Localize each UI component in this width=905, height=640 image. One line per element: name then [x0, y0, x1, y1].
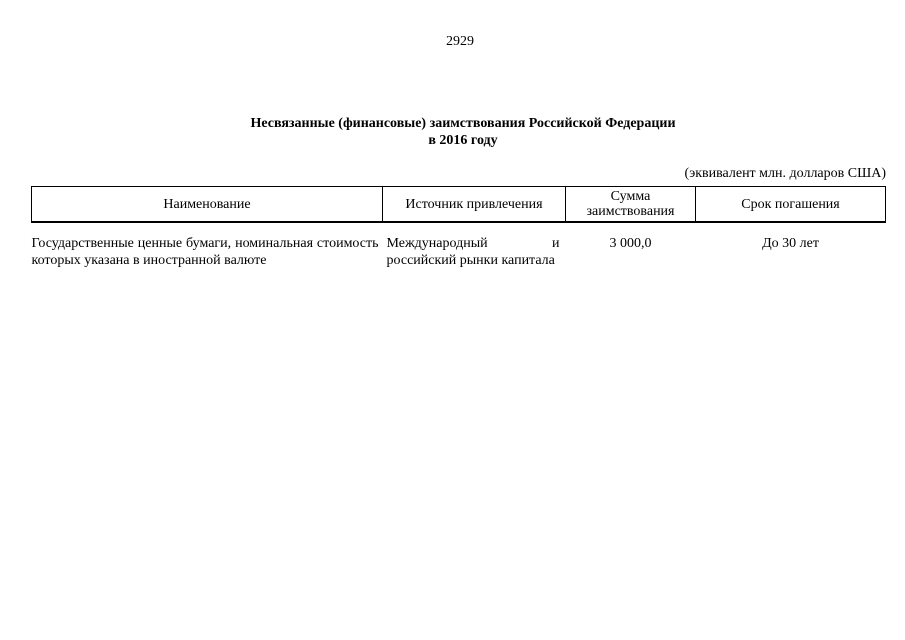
document-title-line-2: в 2016 году: [428, 133, 498, 148]
table-row: [32, 222, 886, 269]
page-number: 2929: [446, 34, 474, 49]
borrowings-table: [31, 186, 886, 269]
cell-amount: 3 000,0: [609, 236, 652, 251]
header-name: Наименование: [32, 187, 383, 223]
document-title: [0, 115, 905, 149]
cell-source: Международный и российский рынки капитала: [386, 236, 560, 268]
document-title-line-1: Несвязанные (финансовые) заимствования Российской Федерации: [250, 116, 676, 131]
header-term: Срок погашения: [696, 187, 886, 223]
header-source: Источник привлечения: [383, 187, 566, 223]
header-amount: Сумма заимствования: [566, 187, 696, 223]
cell-name: Государственные ценные бумаги, номинальная стоимость которых указана в иностранной валюте: [31, 236, 379, 268]
units-note: (эквивалент млн. долларов США): [684, 166, 886, 181]
table-header-row: [32, 187, 886, 223]
cell-term: До 30 лет: [762, 236, 819, 251]
